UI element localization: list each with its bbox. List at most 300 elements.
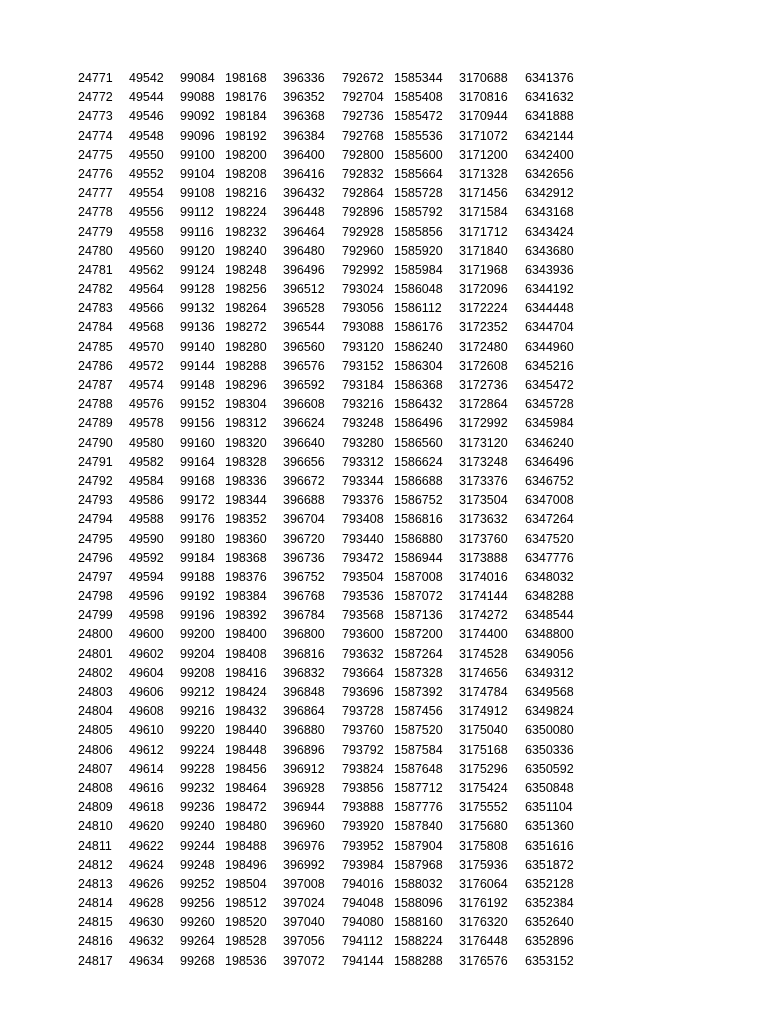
- table-row: [78, 299, 585, 318]
- table-cell: 794080: [342, 915, 384, 930]
- table-cell: 49566: [129, 301, 164, 316]
- table-cell: 3171328: [459, 166, 508, 181]
- table-cell: 198536: [225, 953, 267, 968]
- table-cell: 396896: [283, 742, 325, 757]
- table-cell: 99084: [180, 71, 215, 85]
- table-cell: 24777: [78, 186, 113, 201]
- table-cell: 99176: [180, 512, 215, 527]
- table-row: [78, 760, 585, 779]
- table-cell: 3173504: [459, 493, 508, 508]
- table-cell: 3172096: [459, 282, 508, 297]
- table-cell: 1585856: [394, 224, 443, 239]
- table-cell: 3170688: [459, 71, 508, 85]
- table-cell: 6349056: [525, 646, 574, 661]
- table-cell: 793632: [342, 646, 384, 661]
- table-cell: 99088: [180, 90, 215, 105]
- table-cell: 793472: [342, 550, 384, 565]
- table-cell: 6344704: [525, 320, 574, 335]
- table-cell: 49572: [129, 358, 164, 373]
- table-cell: 397040: [283, 915, 325, 930]
- table-cell: 793248: [342, 416, 384, 431]
- table-cell: 6348032: [525, 569, 574, 584]
- table-cell: 49578: [129, 416, 164, 431]
- table-cell: 99260: [180, 915, 215, 930]
- table-cell: 24792: [78, 473, 113, 488]
- table-cell: 793536: [342, 589, 384, 604]
- table-cell: 198216: [225, 186, 267, 201]
- table-cell: 3174144: [459, 589, 508, 604]
- table-cell: 397024: [283, 896, 325, 911]
- table-cell: 49612: [129, 742, 164, 757]
- table-cell: 793600: [342, 627, 384, 642]
- table-cell: 1586816: [394, 512, 443, 527]
- table-row: [78, 779, 585, 798]
- table-cell: 1585664: [394, 166, 443, 181]
- table-cell: 99096: [180, 128, 215, 143]
- table-cell: 3176448: [459, 934, 508, 949]
- table-row: [78, 856, 585, 875]
- table-cell: 99136: [180, 320, 215, 335]
- table-cell: 792896: [342, 205, 384, 220]
- table-cell: 24812: [78, 857, 113, 872]
- table-cell: 793152: [342, 358, 384, 373]
- table-cell: 198384: [225, 589, 267, 604]
- table-cell: 49552: [129, 166, 164, 181]
- table-cell: 198240: [225, 243, 267, 258]
- table-cell: 198288: [225, 358, 267, 373]
- table-row: [78, 395, 585, 414]
- table-cell: 6351872: [525, 857, 574, 872]
- table-cell: 3172224: [459, 301, 508, 316]
- table-cell: 198176: [225, 90, 267, 105]
- table-cell: 3172480: [459, 339, 508, 354]
- table-cell: 792992: [342, 262, 384, 277]
- table-cell: 6350592: [525, 761, 574, 776]
- table-cell: 49602: [129, 646, 164, 661]
- table-row: [78, 664, 585, 683]
- table-cell: 24808: [78, 780, 113, 795]
- table-row: [78, 568, 585, 587]
- table-cell: 6343424: [525, 224, 574, 239]
- table-cell: 6345984: [525, 416, 574, 431]
- table-cell: 99140: [180, 339, 215, 354]
- table-cell: 99184: [180, 550, 215, 565]
- table-cell: 99208: [180, 665, 215, 680]
- table-cell: 793280: [342, 435, 384, 450]
- table-cell: 99128: [180, 282, 215, 297]
- number-table: [78, 69, 585, 971]
- table-cell: 24790: [78, 435, 113, 450]
- table-cell: 793504: [342, 569, 384, 584]
- table-cell: 6342656: [525, 166, 574, 181]
- table-cell: 99236: [180, 800, 215, 815]
- table-row: [78, 69, 585, 88]
- table-cell: 396352: [283, 90, 325, 105]
- table-cell: 396576: [283, 358, 325, 373]
- table-cell: 3171840: [459, 243, 508, 258]
- table-cell: 198400: [225, 627, 267, 642]
- table-cell: 99244: [180, 838, 215, 853]
- table-cell: 397072: [283, 953, 325, 968]
- table-cell: 99196: [180, 608, 215, 623]
- table-cell: 396784: [283, 608, 325, 623]
- table-row: [78, 261, 585, 280]
- table-cell: 99248: [180, 857, 215, 872]
- table-cell: 792672: [342, 71, 384, 85]
- table-cell: 198304: [225, 397, 267, 412]
- table-cell: 1586496: [394, 416, 443, 431]
- table-cell: 24785: [78, 339, 113, 354]
- table-cell: 99116: [180, 224, 214, 239]
- table-cell: 3174528: [459, 646, 508, 661]
- table-cell: 1588224: [394, 934, 443, 949]
- table-cell: 396336: [283, 71, 325, 85]
- table-cell: 1586432: [394, 397, 443, 412]
- table-cell: 49618: [129, 800, 164, 815]
- table-cell: 6352640: [525, 915, 574, 930]
- table-cell: 1585472: [394, 109, 443, 124]
- table-cell: 198328: [225, 454, 267, 469]
- table-cell: 99232: [180, 780, 215, 795]
- table-cell: 49574: [129, 378, 164, 392]
- table-cell: 24803: [78, 685, 113, 699]
- table-row: [78, 414, 585, 433]
- table-cell: 198248: [225, 262, 267, 277]
- table-cell: 6342144: [525, 128, 574, 143]
- table-cell: 396832: [283, 665, 325, 680]
- table-cell: 24776: [78, 166, 113, 181]
- table-cell: 792800: [342, 147, 384, 162]
- table-cell: 99148: [180, 378, 215, 392]
- table-cell: 6353152: [525, 953, 574, 968]
- table-cell: 6351360: [525, 819, 574, 834]
- table-cell: 396768: [283, 589, 325, 604]
- table-cell: 49560: [129, 243, 164, 258]
- table-cell: 3172608: [459, 358, 508, 373]
- table-cell: 1586560: [394, 435, 443, 450]
- table-cell: 49592: [129, 550, 164, 565]
- table-cell: 24782: [78, 282, 113, 297]
- table-cell: 793792: [342, 742, 384, 757]
- table-cell: 793312: [342, 454, 384, 469]
- table-cell: 6352896: [525, 934, 574, 949]
- table-cell: 198512: [225, 896, 267, 911]
- table-cell: 49598: [129, 608, 164, 623]
- table-cell: 24771: [78, 71, 113, 85]
- table-cell: 3175040: [459, 723, 508, 738]
- table-cell: 1587264: [394, 646, 443, 661]
- table-cell: 396640: [283, 435, 325, 450]
- table-cell: 6342912: [525, 186, 574, 201]
- table-cell: 24773: [78, 109, 113, 124]
- table-cell: 49634: [129, 953, 164, 968]
- table-cell: 794144: [342, 953, 384, 968]
- table-cell: 3175168: [459, 742, 508, 757]
- table-cell: 99252: [180, 876, 215, 891]
- table-cell: 49556: [129, 205, 164, 220]
- table-cell: 3173888: [459, 550, 508, 565]
- table-cell: 24802: [78, 665, 113, 680]
- table-cell: 1588160: [394, 915, 443, 930]
- table-cell: 793920: [342, 819, 384, 834]
- table-cell: 396672: [283, 473, 325, 488]
- table-cell: 49588: [129, 512, 164, 527]
- table-cell: 6343936: [525, 262, 574, 277]
- table-cell: 1585344: [394, 71, 443, 85]
- table-cell: 396864: [283, 704, 325, 719]
- table-cell: 6349824: [525, 704, 574, 719]
- table-cell: 6345472: [525, 378, 574, 392]
- table-cell: 792960: [342, 243, 384, 258]
- table-cell: 198392: [225, 608, 267, 623]
- table-cell: 793824: [342, 761, 384, 776]
- table-cell: 793856: [342, 780, 384, 795]
- table-cell: 3176064: [459, 876, 508, 891]
- table-cell: 198424: [225, 685, 267, 699]
- table-cell: 396528: [283, 301, 325, 316]
- table-cell: 3171456: [459, 186, 508, 201]
- table-cell: 99192: [180, 589, 215, 604]
- table-cell: 198168: [225, 71, 267, 85]
- table-cell: 99164: [180, 454, 215, 469]
- table-cell: 3173760: [459, 531, 508, 546]
- table-row: [78, 587, 585, 606]
- table-cell: 794048: [342, 896, 384, 911]
- table-cell: 6343680: [525, 243, 574, 258]
- table-cell: 49626: [129, 876, 164, 891]
- table-row: [78, 242, 585, 261]
- table-cell: 198528: [225, 934, 267, 949]
- table-cell: 198440: [225, 723, 267, 738]
- table-cell: 1585920: [394, 243, 443, 258]
- table-cell: 1586048: [394, 282, 443, 297]
- table-cell: 99144: [180, 358, 215, 373]
- table-cell: 793568: [342, 608, 384, 623]
- table-row: [78, 721, 585, 740]
- table-cell: 99172: [180, 493, 215, 508]
- table-cell: 1588096: [394, 896, 443, 911]
- table-cell: 24791: [78, 454, 113, 469]
- table-cell: 6352384: [525, 896, 574, 911]
- table-row: [78, 491, 585, 510]
- table-cell: 99156: [180, 416, 215, 431]
- table-cell: 24783: [78, 301, 113, 316]
- table-cell: 49606: [129, 685, 164, 699]
- table-cell: 793376: [342, 493, 384, 508]
- table-cell: 198368: [225, 550, 267, 565]
- table-row: [78, 453, 585, 472]
- table-cell: 99180: [180, 531, 215, 546]
- table-cell: 792704: [342, 90, 384, 105]
- table-cell: 49596: [129, 589, 164, 604]
- table-row: [78, 913, 585, 932]
- table-cell: 396720: [283, 531, 325, 546]
- table-cell: 198232: [225, 224, 267, 239]
- table-row: [78, 683, 585, 702]
- table-cell: 49562: [129, 262, 164, 277]
- table-cell: 49554: [129, 186, 164, 201]
- table-cell: 1585408: [394, 90, 443, 105]
- table-cell: 198448: [225, 742, 267, 757]
- table-cell: 6343168: [525, 205, 574, 220]
- table-cell: 198224: [225, 205, 267, 220]
- table-cell: 6341888: [525, 109, 574, 124]
- table-cell: 99264: [180, 934, 215, 949]
- table-cell: 49616: [129, 780, 164, 795]
- table-cell: 24813: [78, 876, 113, 891]
- table-cell: 24778: [78, 205, 113, 220]
- table-cell: 6347008: [525, 493, 574, 508]
- table-cell: 396592: [283, 378, 325, 392]
- table-cell: 1586176: [394, 320, 443, 335]
- table-cell: 1588032: [394, 876, 443, 891]
- table-cell: 1587008: [394, 569, 443, 584]
- table-cell: 1585536: [394, 128, 443, 143]
- table-cell: 49604: [129, 665, 164, 680]
- table-cell: 198472: [225, 800, 267, 815]
- table-cell: 24814: [78, 896, 113, 911]
- table-cell: 198352: [225, 512, 267, 527]
- table-cell: 3173632: [459, 512, 508, 527]
- table-cell: 49548: [129, 128, 164, 143]
- table-cell: 198480: [225, 819, 267, 834]
- table-cell: 396816: [283, 646, 325, 661]
- table-row: [78, 376, 585, 395]
- table-cell: 793184: [342, 378, 384, 392]
- table-cell: 24806: [78, 742, 113, 757]
- table-cell: 6350336: [525, 742, 574, 757]
- table-cell: 99200: [180, 627, 215, 642]
- table-cell: 24815: [78, 915, 113, 930]
- table-cell: 396464: [283, 224, 325, 239]
- table-cell: 24793: [78, 493, 113, 508]
- table-cell: 793216: [342, 397, 384, 412]
- table-cell: 99132: [180, 301, 215, 316]
- table-cell: 3172992: [459, 416, 508, 431]
- table-cell: 6349568: [525, 685, 574, 699]
- table-cell: 198408: [225, 646, 267, 661]
- table-cell: 24774: [78, 128, 113, 143]
- table-cell: 49614: [129, 761, 164, 776]
- table-cell: 198184: [225, 109, 267, 124]
- table-cell: 198344: [225, 493, 267, 508]
- table-cell: 794112: [342, 934, 383, 949]
- table-row: [78, 817, 585, 836]
- table-cell: 1587584: [394, 742, 443, 757]
- table-cell: 99216: [180, 704, 215, 719]
- table-cell: 792864: [342, 186, 384, 201]
- table-cell: 24772: [78, 90, 113, 105]
- table-cell: 396448: [283, 205, 325, 220]
- table-cell: 198376: [225, 569, 267, 584]
- table-cell: 24794: [78, 512, 113, 527]
- table-cell: 396704: [283, 512, 325, 527]
- table-cell: 396880: [283, 723, 325, 738]
- table-cell: 1587136: [394, 608, 443, 623]
- table-cell: 3174784: [459, 685, 508, 699]
- table-cell: 49542: [129, 71, 164, 85]
- table-cell: 198336: [225, 473, 267, 488]
- table-cell: 49628: [129, 896, 164, 911]
- table-cell: 396384: [283, 128, 325, 143]
- table-cell: 1585600: [394, 147, 443, 162]
- table-cell: 6352128: [525, 876, 574, 891]
- table-cell: 396848: [283, 685, 325, 699]
- table-cell: 6346496: [525, 454, 574, 469]
- table-row: [78, 127, 585, 146]
- table-cell: 3170944: [459, 109, 508, 124]
- table-row: [78, 146, 585, 165]
- table-cell: 24801: [78, 646, 113, 661]
- table-cell: 99268: [180, 953, 215, 968]
- table-cell: 99120: [180, 243, 215, 258]
- table-cell: 792832: [342, 166, 384, 181]
- table-cell: 198496: [225, 857, 267, 872]
- table-cell: 49564: [129, 282, 164, 297]
- table-cell: 396960: [283, 819, 325, 834]
- table-cell: 49610: [129, 723, 164, 738]
- table-cell: 396752: [283, 569, 325, 584]
- table-cell: 99220: [180, 723, 215, 738]
- table-cell: 3173248: [459, 454, 508, 469]
- table-cell: 6348800: [525, 627, 574, 642]
- table-cell: 1586112: [394, 301, 442, 316]
- table-cell: 99160: [180, 435, 215, 450]
- table-cell: 396560: [283, 339, 325, 354]
- table-cell: 24795: [78, 531, 113, 546]
- table-cell: 24788: [78, 397, 113, 412]
- table-cell: 1587392: [394, 685, 443, 699]
- table-cell: 6341632: [525, 90, 574, 105]
- table-cell: 396432: [283, 186, 325, 201]
- table-cell: 3171968: [459, 262, 508, 277]
- table-cell: 24805: [78, 723, 113, 738]
- table-cell: 1586688: [394, 473, 443, 488]
- table-cell: 49620: [129, 819, 164, 834]
- table-cell: 396992: [283, 857, 325, 872]
- table-cell: 49546: [129, 109, 164, 124]
- table-cell: 99228: [180, 761, 215, 776]
- table-cell: 3171712: [459, 224, 508, 239]
- table-row: [78, 318, 585, 337]
- table-cell: 1586944: [394, 550, 443, 565]
- table-cell: 24811: [78, 838, 112, 853]
- table-cell: 396400: [283, 147, 325, 162]
- table-cell: 6351104: [525, 800, 573, 815]
- table-row: [78, 645, 585, 664]
- table-cell: 24780: [78, 243, 113, 258]
- table-cell: 793024: [342, 282, 384, 297]
- table-cell: 3173376: [459, 473, 508, 488]
- table-cell: 396800: [283, 627, 325, 642]
- table-cell: 49608: [129, 704, 164, 719]
- table-cell: 49570: [129, 339, 164, 354]
- table-cell: 793344: [342, 473, 384, 488]
- table-cell: 49590: [129, 531, 164, 546]
- table-cell: 396688: [283, 493, 325, 508]
- table-row: [78, 606, 585, 625]
- table-row: [78, 837, 585, 856]
- table-cell: 1587904: [394, 838, 443, 853]
- table-cell: 1586880: [394, 531, 443, 546]
- table-row: [78, 338, 585, 357]
- table-cell: 3176576: [459, 953, 508, 968]
- table-row: [78, 434, 585, 453]
- table-cell: 1587072: [394, 589, 443, 604]
- table-cell: 396368: [283, 109, 325, 124]
- table-cell: 99256: [180, 896, 215, 911]
- table-cell: 99204: [180, 646, 215, 661]
